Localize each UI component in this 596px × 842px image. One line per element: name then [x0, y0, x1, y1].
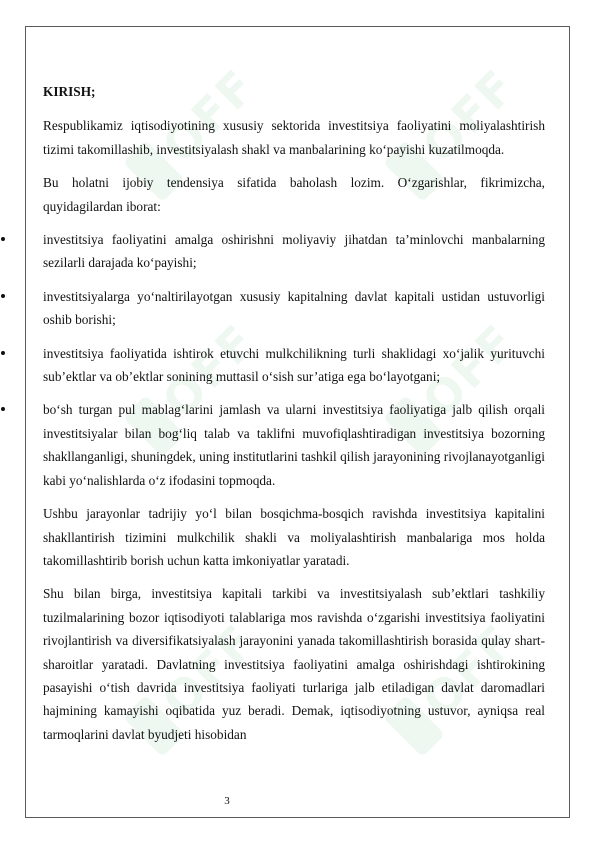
watermark-logo: OFF — [349, 279, 561, 491]
bullet-icon — [1, 407, 5, 411]
watermark-logo: OFF — [89, 579, 301, 791]
list-item — [43, 342, 545, 389]
page-number: 3 — [224, 795, 230, 807]
paragraph: Bu holatni ijobiy tendensiya sifatida baholash lozim. O‘zgarishlar, fikrimizcha, quyidagilardan iborat: — [43, 175, 545, 214]
list-item-text: investitsiyalarga yo‘naltirilayotgan xususiy kapitalning davlat kapitali ustidan ustuvorligi oshib borishi; — [43, 288, 545, 328]
watermark-logo: OFF — [89, 279, 301, 491]
bullet-icon — [1, 351, 5, 355]
section-heading: KIRISH; — [43, 84, 96, 99]
list-item — [43, 285, 545, 332]
paragraph: Ushbu jarayonlar tadrijiy yo‘l bilan bosqichma-bosqich ravishda investitsiya kapitalini shakllantirish tizimini mulkchilik shakli va moliyalashtirish manbalariga mos holda takomillashtirib borish uchun katta imkoniyatlar yaratadi. — [43, 506, 545, 568]
list-item — [43, 228, 545, 275]
bullet-list — [43, 228, 545, 492]
paragraph: Shu bilan birga, investitsiya kapitali tarkibi va investitsiyalash sub’ektlari tashkiliy tuzilmalarining bozor iqtisodiyoti talablariga mos ravishda o‘zgarishi investitsiya faoliyatini rivojlantirish va diversifikatsiyalash jarayonini yanada takomillashtirish borasida qulay shart-sharoitlar yaratadi. Davlatning investitsiya faoliyatini amalga oshirishdagi ishtirokining pasayishi o‘tish davrida investitsiya faoliyati turlariga jalb etiladigan davlat daromadlari hajmining kamayishi oqibatida yuz beradi. Demak, iqtisodiyotning ustuvor, ayniqsa real tarmoqlarini davlat byudjeti hisobidan — [43, 586, 545, 742]
paragraph: Respublikamiz iqtisodiyotining xususiy sektorida investitsiya faoliyatini moliyalashtirish tizimi takomillashib, investitsiyalash shakl va manbalarining ko‘payishi kuzatilmoqda. — [43, 118, 545, 157]
document-body — [43, 80, 545, 756]
list-item-text: investitsiya faoliyatida ishtirok etuvchi mulkchilikning turli shaklidagi xo‘jalik yurituvchi sub’ektlar va ob’ektlar sonining muttasil o‘sish sur’atiga ega bo‘layotgani; — [43, 345, 545, 385]
bullet-icon — [1, 237, 5, 241]
watermark-logo: OFF — [349, 579, 561, 791]
bullet-icon — [1, 294, 5, 298]
list-item — [43, 398, 545, 492]
list-item-text: investitsiya faoliyatini amalga oshirishni moliyaviy jihatdan ta’minlovchi manbalarning sezilarli darajada ko‘payishi; — [43, 232, 545, 271]
watermark-logo: OFF — [89, 24, 301, 236]
watermark-logo: OFF — [349, 24, 561, 236]
list-item-text: bo‘sh turgan pul mablag‘larini jamlash va ularni investitsiya faoliyatiga jalb qilish orqali investitsiyalar bilan bog‘liq talab va taklifni muvofiqlashtiradigan investitsiya bozorning shakllanganligi, shuningdek, uning institutlarini tashkil qilish jarayonining rivojlanayotganligi kabi yo‘nalishlarda o‘z ifodasini topmoqda. — [43, 402, 545, 488]
